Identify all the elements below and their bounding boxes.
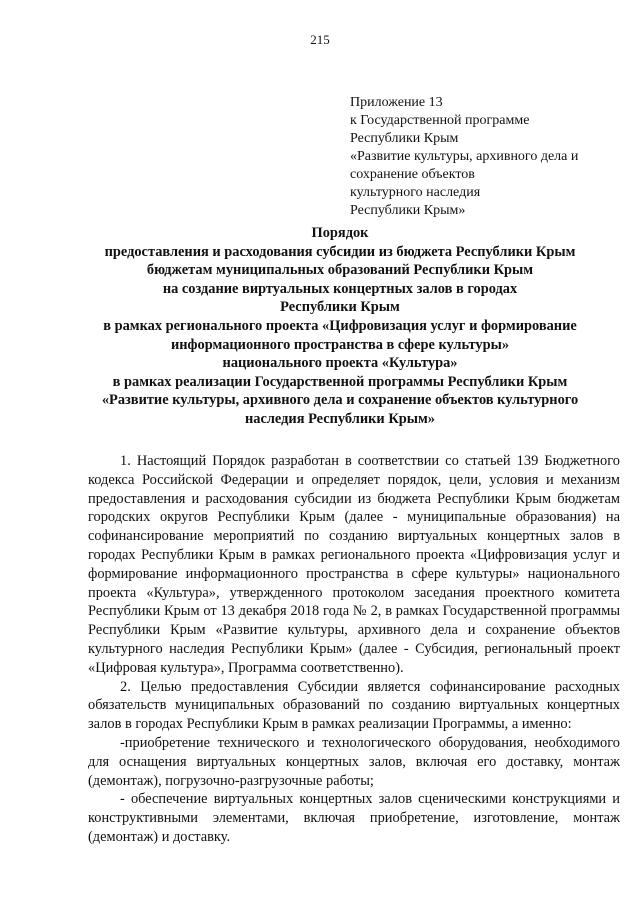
appendix-line: Республики Крым [350, 131, 459, 146]
page-number: 215 [310, 32, 330, 47]
title-line: на создание виртуальных концертных залов в городах [162, 280, 518, 297]
paragraph-2-item-2: - обеспечение виртуальных концертных залов сценическими конструкциями и конструктивными элементами, включая приобретение, изготовление, монтаж (демонтаж) и доставку. [88, 791, 620, 845]
appendix-line: к Государственной программе [350, 113, 530, 128]
title-line: предоставления и расходования субсидии из бюджета Республики Крым [104, 243, 576, 260]
document-title [60, 224, 620, 429]
appendix-line: культурного наследия [350, 185, 481, 200]
title-line: «Развитие культуры, архивного дела и сохранение объектов культурного [101, 392, 579, 409]
title-line: бюджетам муниципальных образований Республики Крым [146, 262, 534, 279]
appendix-line: Республики Крым» [350, 203, 466, 218]
paragraph-1: 1. Настоящий Порядок разработан в соответствии со статьей 139 Бюджетного кодекса Российской Федерации и определяет порядок, цели, условия и механизм предоставления и расходования субсидии из бюджета Республики Крым бюджетам городских округов Республики Крым (далее - муниципальные образования) на софинансирование мероприятий по созданию виртуальных концертных залов в городах Республики Крым в рамках регионального проекта «Цифровизация услуг и формирование информационного пространства в сфере культуры» национального проекта «Культура», утвержденного протоколом заседания проектного комитета Республики Крым от 13 декабря 2018 года № 2, в рамках Государственной программы Республики Крым «Развитие культуры, архивного дела и сохранение объектов культурного наследия Республики Крым» (далее - Субсидия, региональный проект «Цифровая культура», Программа соответственно). [88, 453, 620, 676]
appendix-note [350, 94, 620, 220]
title-line: информационного пространства в сфере культуры» [170, 336, 510, 353]
title-line: в рамках реализации Государственной программы Республики Крым [112, 373, 568, 390]
title-line: в рамках регионального проекта «Цифровизация услуг и формирование [103, 317, 577, 334]
document-body [88, 452, 620, 847]
paragraph-2-item-1: -приобретение технического и технологического оборудования, необходимого для оснащения виртуальных концертных залов, включая его доставку, монтаж (демонтаж), погрузочно-разгрузочные работы; [88, 734, 620, 789]
appendix-line: «Развитие культуры, архивного дела и [350, 149, 579, 164]
appendix-line: Приложение 13 [350, 95, 443, 110]
title-line: Порядок [311, 225, 369, 241]
title-line: национального проекта «Культура» [222, 355, 458, 372]
title-line: Республики Крым [280, 299, 400, 316]
title-line: наследия Республики Крым» [244, 410, 435, 427]
paragraph-2: 2. Целью предоставления Субсидии является софинансирование расходных обязательств муниципальных образований по созданию виртуальных концертных залов в городах Республики Крым в рамках реализации Программы, а именно: [88, 678, 620, 733]
appendix-line: сохранение объектов [350, 167, 475, 182]
